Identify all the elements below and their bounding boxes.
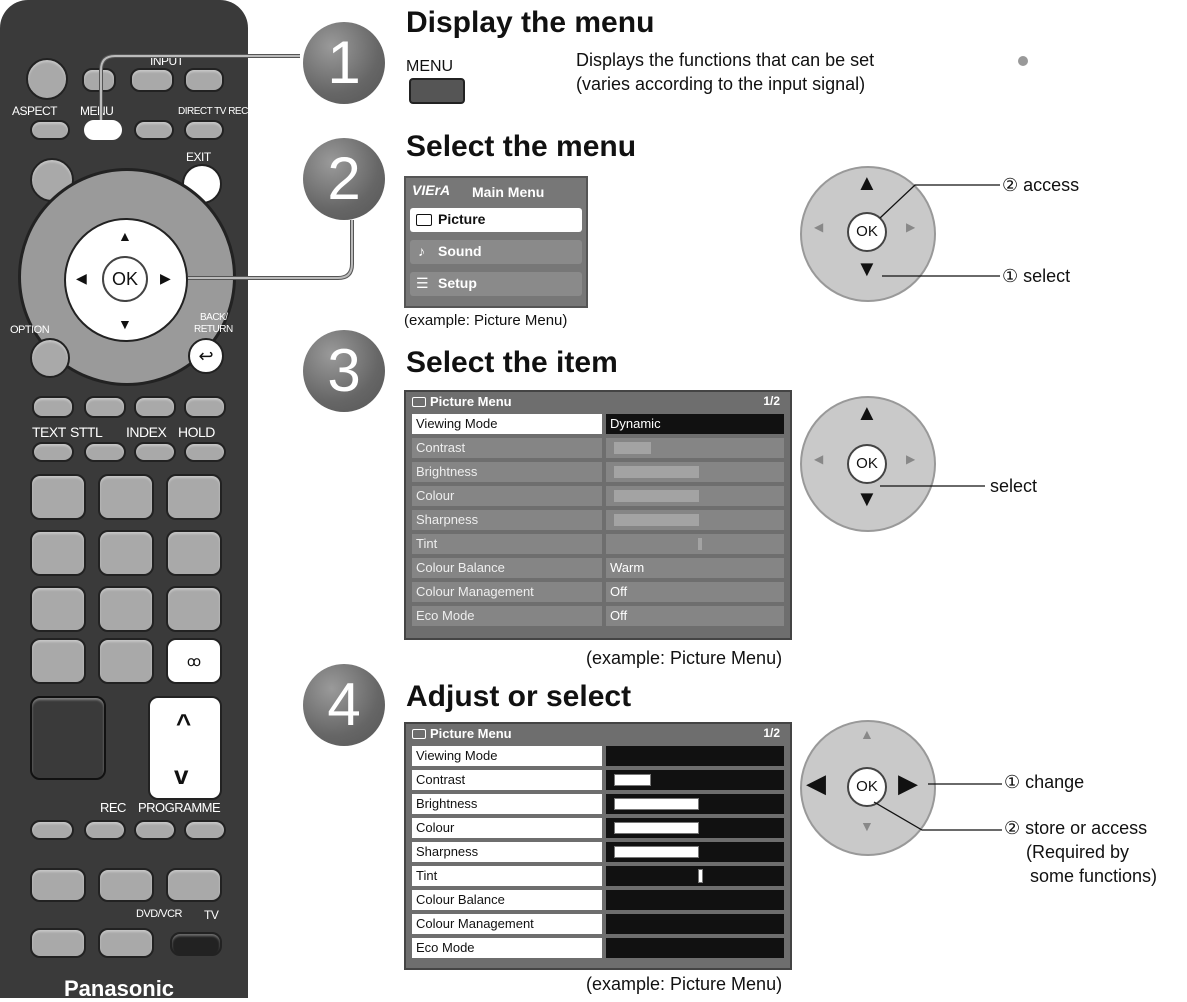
volume-button[interactable] [30,696,106,780]
menu-row-value: Warm [606,558,784,578]
step-4-number: 4 [303,664,385,746]
level-bar [614,466,699,478]
music-note-icon: ♪ [418,243,425,259]
main-menu-title: Main Menu [472,184,545,200]
menu-row-label: Brightness [412,794,602,814]
menu-row-label: Colour [412,818,602,838]
up-arrow-icon: ▲ [860,726,874,742]
step-2-example: (example: Picture Menu) [404,312,568,329]
menu-row-label: Viewing Mode [412,414,602,434]
step-2-title: Select the menu [406,130,637,163]
rec-button[interactable] [84,820,126,840]
change-label: ① change [1004,772,1085,792]
text-label: TEXT [32,424,66,440]
main-menu-item-picture[interactable] [410,208,582,232]
input-label: INPUT [150,54,184,68]
step-4-title: Adjust or select [406,680,632,713]
aspect-label: ASPECT [12,104,58,118]
menu-row-value: Dynamic [606,414,784,434]
number-button-3[interactable] [166,474,222,520]
main-menu-item-sound[interactable] [410,240,582,264]
rec-label: REC [100,800,126,815]
menu-row-label: Contrast [412,770,602,790]
ok-button-step3[interactable]: OK [847,444,887,484]
menu-row-label: Viewing Mode [412,746,602,766]
level-bar [614,490,699,502]
list-icon: ☰ [416,275,429,291]
store-label-line2: (Required by [1026,842,1130,862]
menu-row-label: Eco Mode [412,938,602,958]
down-arrow-icon: ▼ [856,486,878,511]
ok-button-step4[interactable]: OK [847,767,887,807]
menu-button-label: MENU [406,58,454,75]
step-3-title: Select the item [406,346,618,379]
number-button-5[interactable] [98,530,154,576]
menu-row[interactable] [412,794,784,816]
number-button-7[interactable] [30,586,86,632]
menu-row[interactable] [412,866,784,888]
level-bar [614,514,699,526]
tv-label: TV [204,908,219,922]
right-arrow-icon: ▶ [906,220,916,234]
menu-row-label: Colour Management [412,582,602,602]
menu-row[interactable] [412,510,784,532]
left-arrow-icon: ◀ [806,768,826,798]
menu-row-label: Colour [412,486,602,506]
link-button[interactable]: ꝏ [166,638,222,684]
level-bar [614,442,651,454]
select-label-step3: select [990,476,1038,496]
menu-row-label: Tint [412,534,602,554]
tv-icon [412,397,426,407]
hold-label: HOLD [178,424,215,440]
programme-label: PROGRAMME [138,800,221,815]
right-arrow-icon: ▶ [906,452,916,466]
step-3-number: 3 [303,330,385,412]
up-arrow-icon: ▲ [856,400,878,425]
menu-row[interactable] [412,842,784,864]
menu-row[interactable] [412,890,784,912]
number-button-2[interactable] [98,474,154,520]
channel-up-icon[interactable]: ^ [176,708,191,738]
menu-row-value: Off [606,582,784,602]
dvd-tv-switch[interactable] [170,932,222,956]
menu-row[interactable] [412,414,784,436]
menu-row-label: Tint [412,866,602,886]
step-1-desc-line2: (varies according to the input signal) [576,74,866,94]
number-button-4[interactable] [30,530,86,576]
index-label: INDEX [126,424,167,440]
menu-row-value [606,914,784,934]
picture-menu-step3 [404,390,792,640]
menu-row-label: Brightness [412,462,602,482]
store-label-line3: some functions) [1030,866,1158,886]
picture-menu-title: Picture Menu [430,394,512,409]
playback-button-2[interactable] [98,868,154,902]
playback-button-3[interactable] [166,868,222,902]
teletext-button-1[interactable] [32,442,74,462]
button-row-1[interactable] [30,820,74,840]
level-bar [614,822,699,834]
menu-row-value: Off [606,606,784,626]
step3-leader-line [880,480,990,500]
menu-button-illustration [409,78,465,104]
level-bar [614,846,699,858]
main-menu-item-label: Setup [438,275,477,291]
exit-label: EXIT [186,150,211,164]
menu-row[interactable] [412,606,784,628]
direct-tv-rec-label: DIRECT TV REC [178,106,248,117]
picture-menu-page: 1/2 [763,726,780,740]
main-menu-item-label: Sound [438,243,482,259]
teletext-button-4[interactable] [184,442,226,462]
text-button[interactable] [32,396,74,418]
number-button-1[interactable] [30,474,86,520]
number-button-9[interactable] [166,586,222,632]
menu-label: MENU [80,104,114,118]
step-3-example: (example: Picture Menu) [586,648,783,668]
teletext-button-2[interactable] [84,442,126,462]
menu-row[interactable] [412,462,784,484]
channel-down-icon[interactable]: v [174,760,188,790]
button-row-4[interactable] [184,820,226,840]
store-label-line1: ② store or access [1004,818,1148,838]
menu-row[interactable] [412,438,784,460]
sttl-label: STTL [70,424,103,440]
menu-row-label: Sharpness [412,510,602,530]
menu-row-value [606,746,784,766]
step-1-number: 1 [303,22,385,104]
menu-row[interactable] [412,534,784,556]
number-button-8[interactable] [98,586,154,632]
menu-row-label: Colour Balance [412,558,602,578]
access-label: ② access [1002,175,1080,195]
menu-row-value [606,890,784,910]
dpad-left-arrow[interactable]: ◀ [76,270,87,286]
number-button-0[interactable] [98,638,154,684]
menu-row-label: Eco Mode [412,606,602,626]
menu-row[interactable] [412,558,784,580]
back-label-2: RETURN [194,324,233,335]
dpad-up-arrow[interactable]: ▲ [118,228,132,244]
back-label-1: BACK/ [200,312,228,323]
dpad-down-arrow[interactable]: ▼ [118,316,132,332]
sttl-button[interactable] [84,396,126,418]
ok-button-step2[interactable]: OK [847,212,887,252]
bullet-icon [1018,56,1028,66]
menu-row[interactable] [412,938,784,960]
picture-menu-page: 1/2 [763,394,780,408]
ok-button[interactable]: OK [102,256,148,302]
main-menu-item-setup[interactable] [410,272,582,296]
playback-button-1[interactable] [30,868,86,902]
right-arrow-icon: ▶ [898,768,918,798]
up-arrow-icon: ▲ [856,170,878,195]
step-4-example: (example: Picture Menu) [586,974,783,994]
viera-logo: VIErA [412,182,451,198]
misc-button-2[interactable] [98,928,154,958]
option-label: OPTION [10,324,50,336]
step-1-title: Display the menu [406,6,655,39]
tint-marker [698,538,702,550]
main-menu-item-label: Picture [438,211,486,227]
picture-menu-step4 [404,722,792,970]
index-button[interactable] [134,396,176,418]
menu-row-label: Contrast [412,438,602,458]
hold-button[interactable] [184,396,226,418]
select-label: ① select [1002,266,1071,286]
menu-row-label: Colour Balance [412,890,602,910]
tint-marker [698,869,703,883]
menu-row-label: Colour Management [412,914,602,934]
menu-row[interactable] [412,746,784,768]
brand-logo: Panasonic [64,976,175,1001]
left-arrow-icon: ◀ [814,220,824,234]
down-arrow-icon: ▼ [860,818,874,834]
tv-icon [412,729,426,739]
menu-row[interactable] [412,818,784,840]
menu-row[interactable] [412,770,784,792]
menu-row-value [606,938,784,958]
step4-leader-lines [860,770,1010,840]
step-1-desc-line1: Displays the functions that can be set [576,50,875,70]
menu-row[interactable] [412,582,784,604]
number-button-extra[interactable] [30,638,86,684]
left-arrow-icon: ◀ [814,452,824,466]
menu-row-value [606,866,784,886]
dvd-vcr-label: DVD/VCR [136,908,183,920]
level-bar [614,774,651,786]
menu-row-value [606,534,784,554]
misc-button-1[interactable] [30,928,86,958]
number-button-6[interactable] [166,530,222,576]
back-return-button[interactable]: ↩ [188,338,224,374]
teletext-button-3[interactable] [134,442,176,462]
programme-button[interactable] [134,820,176,840]
step-2-number: 2 [303,138,385,220]
menu-row[interactable] [412,914,784,936]
down-arrow-icon: ▼ [856,256,878,281]
level-bar [614,798,699,810]
dpad-right-arrow[interactable]: ▶ [160,270,171,286]
main-menu-panel [404,176,588,308]
picture-menu-title: Picture Menu [430,726,512,741]
step2-leader-lines [860,170,1010,290]
menu-row-label: Sharpness [412,842,602,862]
menu-row[interactable] [412,486,784,508]
picture-icon [416,214,432,226]
